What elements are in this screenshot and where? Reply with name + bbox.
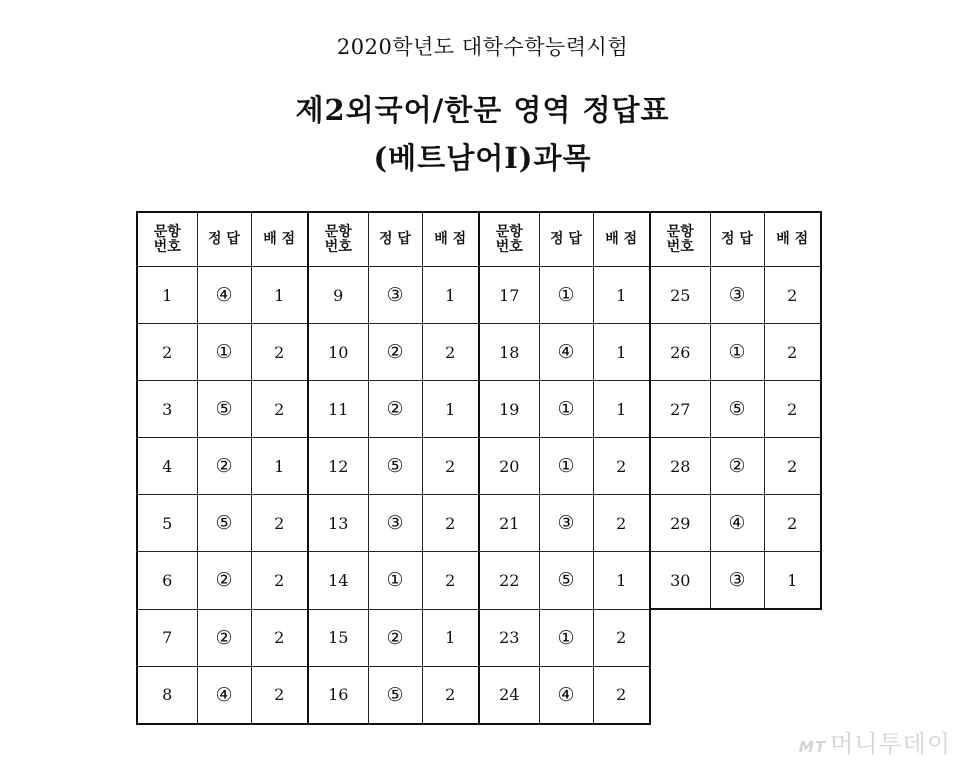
- question-number: 27: [650, 381, 710, 438]
- question-number: 18: [479, 324, 539, 381]
- question-number: 30: [650, 552, 710, 610]
- points-cell: 2: [251, 324, 308, 381]
- points-cell: 1: [422, 609, 479, 666]
- answer-cell: ①: [710, 324, 764, 381]
- table-row: [137, 324, 821, 381]
- answer-cell: ⑤: [539, 552, 593, 610]
- points-cell: 1: [251, 267, 308, 324]
- answer-cell: ②: [197, 552, 251, 610]
- answer-cell: ①: [539, 381, 593, 438]
- header-answer: 정 답: [197, 212, 251, 267]
- header-question-no-top: 문항: [153, 223, 181, 240]
- table-row: [137, 495, 821, 552]
- question-number: 3: [137, 381, 197, 438]
- question-number: 15: [308, 609, 368, 666]
- points-cell: 2: [593, 609, 650, 666]
- question-number: 8: [137, 666, 197, 724]
- points-cell: 1: [593, 552, 650, 610]
- subject-title: (베트남어Ⅰ)과목: [373, 141, 592, 175]
- header-question-no: [137, 212, 197, 267]
- answer-cell: ③: [710, 267, 764, 324]
- answer-cell: ①: [197, 324, 251, 381]
- points-cell: 2: [251, 495, 308, 552]
- table-row: [137, 267, 821, 324]
- question-number: 28: [650, 438, 710, 495]
- points-cell: 2: [422, 495, 479, 552]
- header-answer: 정 답: [710, 212, 764, 267]
- question-number: 20: [479, 438, 539, 495]
- answer-cell: ④: [539, 324, 593, 381]
- empty-cell: [710, 609, 764, 666]
- empty-cell: [650, 666, 710, 724]
- answer-cell: ①: [539, 438, 593, 495]
- header-answer: 정 답: [368, 212, 422, 267]
- answer-key-table: [136, 211, 822, 725]
- question-number: 26: [650, 324, 710, 381]
- header-points: 배 점: [251, 212, 308, 267]
- points-cell: 1: [251, 438, 308, 495]
- answer-cell: ⑤: [710, 381, 764, 438]
- answer-cell: ②: [368, 381, 422, 438]
- watermark-logo: MT: [798, 738, 827, 756]
- points-cell: 2: [251, 381, 308, 438]
- answer-cell: ②: [197, 609, 251, 666]
- header-question-no-top: 문항: [495, 223, 523, 240]
- header-question-no: [308, 212, 368, 267]
- header-question-no-top: 문항: [324, 223, 352, 240]
- header-points: 배 점: [764, 212, 821, 267]
- points-cell: 2: [422, 666, 479, 724]
- question-number: 25: [650, 267, 710, 324]
- header-question-no-top: 문항: [666, 223, 694, 240]
- header-row: [137, 212, 821, 267]
- header-points: 배 점: [593, 212, 650, 267]
- question-number: 19: [479, 381, 539, 438]
- points-cell: 2: [764, 495, 821, 552]
- header-question-no-bottom: 번호: [495, 238, 523, 255]
- answer-cell: ③: [368, 495, 422, 552]
- empty-cell: [650, 609, 710, 666]
- exam-title: 2020학년도 대학수학능력시험: [336, 35, 629, 59]
- answer-cell: ③: [539, 495, 593, 552]
- empty-cell: [764, 609, 821, 666]
- header-question-no-bottom: 번호: [324, 238, 352, 255]
- table-row: [137, 666, 821, 724]
- header-points: 배 점: [422, 212, 479, 267]
- question-number: 23: [479, 609, 539, 666]
- question-number: 24: [479, 666, 539, 724]
- points-cell: 2: [422, 324, 479, 381]
- header-question-no: [650, 212, 710, 267]
- points-cell: 2: [422, 438, 479, 495]
- points-cell: 2: [593, 666, 650, 724]
- answer-cell: ⑤: [197, 381, 251, 438]
- question-number: 14: [308, 552, 368, 610]
- answer-cell: ②: [710, 438, 764, 495]
- points-cell: 2: [251, 552, 308, 610]
- watermark: [799, 724, 951, 759]
- answer-cell: ⑤: [197, 495, 251, 552]
- answer-cell: ①: [539, 267, 593, 324]
- points-cell: 2: [593, 438, 650, 495]
- question-number: 5: [137, 495, 197, 552]
- header-question-no-bottom: 번호: [153, 238, 181, 255]
- question-number: 22: [479, 552, 539, 610]
- answer-cell: ⑤: [368, 666, 422, 724]
- points-cell: 2: [251, 609, 308, 666]
- points-cell: 2: [764, 381, 821, 438]
- empty-cell: [710, 666, 764, 724]
- question-number: 4: [137, 438, 197, 495]
- answer-cell: ②: [368, 324, 422, 381]
- table-row: [137, 552, 821, 610]
- question-number: 21: [479, 495, 539, 552]
- answer-cell: ⑤: [368, 438, 422, 495]
- question-number: 7: [137, 609, 197, 666]
- points-cell: 1: [422, 381, 479, 438]
- question-number: 16: [308, 666, 368, 724]
- question-number: 10: [308, 324, 368, 381]
- watermark-text: 머니투데이: [830, 730, 951, 758]
- question-number: 2: [137, 324, 197, 381]
- answer-cell: ④: [539, 666, 593, 724]
- empty-cell: [764, 666, 821, 724]
- points-cell: 2: [764, 324, 821, 381]
- question-number: 1: [137, 267, 197, 324]
- table-row: [137, 381, 821, 438]
- table-row: [137, 438, 821, 495]
- answer-cell: ②: [197, 438, 251, 495]
- answer-cell: ②: [368, 609, 422, 666]
- answer-cell: ④: [197, 267, 251, 324]
- table-row: [137, 609, 821, 666]
- points-cell: 1: [593, 381, 650, 438]
- question-number: 12: [308, 438, 368, 495]
- answer-cell: ①: [539, 609, 593, 666]
- question-number: 29: [650, 495, 710, 552]
- answer-cell: ①: [368, 552, 422, 610]
- question-number: 6: [137, 552, 197, 610]
- header-answer: 정 답: [539, 212, 593, 267]
- page-title: 제2외국어/한문 영역 정답표: [295, 93, 670, 127]
- answer-cell: ③: [368, 267, 422, 324]
- points-cell: 2: [422, 552, 479, 610]
- points-cell: 2: [251, 666, 308, 724]
- points-cell: 1: [764, 552, 821, 610]
- points-cell: 2: [593, 495, 650, 552]
- points-cell: 2: [764, 267, 821, 324]
- question-number: 17: [479, 267, 539, 324]
- points-cell: 1: [422, 267, 479, 324]
- points-cell: 2: [764, 438, 821, 495]
- question-number: 11: [308, 381, 368, 438]
- points-cell: 1: [593, 267, 650, 324]
- header-question-no-bottom: 번호: [666, 238, 694, 255]
- question-number: 13: [308, 495, 368, 552]
- question-number: 9: [308, 267, 368, 324]
- header-question-no: [479, 212, 539, 267]
- answer-cell: ③: [710, 552, 764, 610]
- answer-cell: ④: [710, 495, 764, 552]
- answer-cell: ④: [197, 666, 251, 724]
- points-cell: 1: [593, 324, 650, 381]
